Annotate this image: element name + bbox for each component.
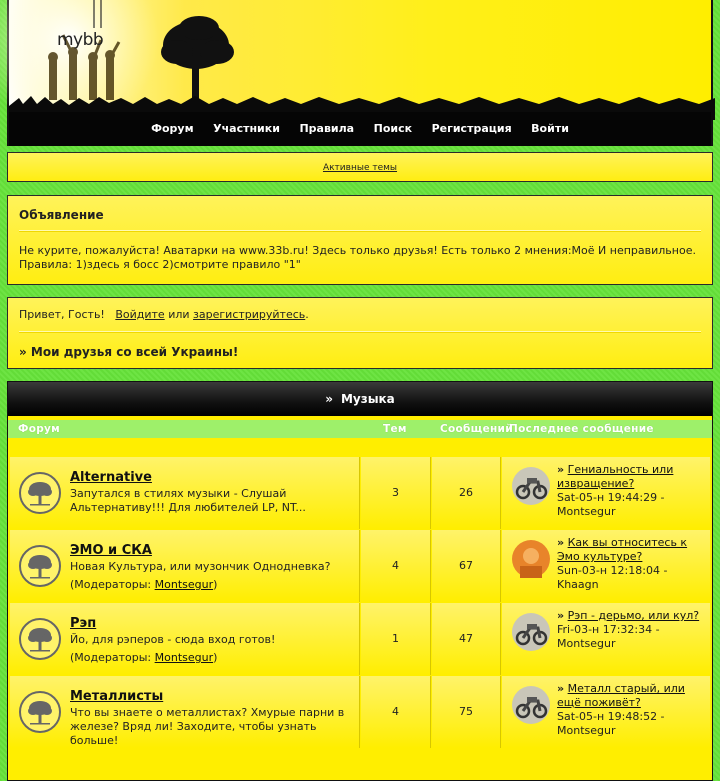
active-topics-bar (7, 152, 713, 182)
last-post-arrow-icon: » (557, 609, 565, 622)
last-post-cell (502, 530, 710, 602)
tree-forum-icon (18, 690, 62, 737)
last-post-info (557, 463, 707, 519)
forum-moderators (70, 651, 350, 665)
forum-desc-text: Запутался в стилях музыки - Слушай Альтернативу!!! Для любителей LP, NT... (70, 487, 306, 514)
logo[interactable]: mybb (57, 30, 104, 50)
forum-desc-text: Йо, для рэперов - сюда вход готов! (70, 633, 276, 646)
announcement-box (7, 195, 713, 285)
topics-count-cell (361, 676, 431, 748)
nav-register[interactable]: Регистрация (431, 122, 512, 135)
mods-label: (Модераторы: (70, 651, 155, 664)
forum-description (70, 706, 350, 748)
last-post-arrow-icon: » (557, 536, 565, 549)
nav-search[interactable]: Поиск (373, 122, 413, 135)
forum-description (70, 487, 350, 515)
posts-count-cell (432, 603, 501, 675)
last-post-cell (502, 676, 710, 748)
posts-count-cell (432, 530, 501, 602)
col-topics: Тем (383, 423, 407, 435)
tree-forum-icon (18, 544, 62, 591)
divider (19, 230, 701, 232)
topics-count: 1 (392, 632, 399, 645)
forum-moderators (70, 578, 350, 592)
nav-login[interactable]: Войти (531, 122, 569, 135)
forum-description (70, 560, 350, 592)
last-post-link[interactable]: Гениальность или извращение? (557, 463, 674, 490)
moto-icon[interactable] (512, 686, 550, 724)
tree-forum-icon (18, 471, 62, 518)
last-post-info (557, 536, 707, 592)
last-post-date: Sat-05-н 19:48:52 - (557, 710, 665, 723)
topics-count: 3 (392, 486, 399, 499)
posts-count: 26 (459, 486, 473, 499)
double-chevron-icon: » (325, 392, 333, 406)
mods-label: (Модераторы: (70, 578, 155, 591)
topics-count-cell (361, 530, 431, 602)
site-header (7, 0, 713, 146)
greeting-text: Привет, Гость! (19, 308, 105, 321)
last-post-date: Fri-03-н 17:32:34 - (557, 623, 660, 636)
announcement-line-1: Не курите, пожалуйста! Аватарки на www.33b.ru! Здесь только друзья! Есть только 2 мнения:Моё И неправильное. (19, 244, 696, 257)
or-text: или (168, 308, 190, 321)
forum-row (8, 676, 712, 748)
mods-end: ) (213, 578, 218, 591)
col-posts: Сообщений (440, 423, 513, 435)
moto-icon[interactable] (512, 613, 550, 651)
last-post-author[interactable]: Montsegur (557, 637, 616, 650)
last-post-author[interactable]: Montsegur (557, 505, 616, 518)
tree-forum-icon (18, 617, 62, 664)
forum-info-cell (10, 676, 360, 748)
last-post-date: Sat-05-н 19:44:29 - (557, 491, 665, 504)
forum-desc-text: Что вы знаете о металлистах? Хмурые парни в железе? Вряд ли! Заходите, чтобы узнать больше! (70, 706, 345, 747)
forum-name-link[interactable]: Рэп (70, 616, 97, 631)
forum-name-link[interactable]: ЭМО и СКА (70, 543, 152, 558)
announcement-line-2: Правила: 1)здесь я босс 2)смотрите правило "1" (19, 258, 301, 271)
col-forum: Форум (18, 423, 61, 435)
category-title: Музыка (340, 392, 395, 406)
divider (19, 331, 701, 333)
last-post-author[interactable]: Montsegur (557, 724, 616, 737)
moto-icon[interactable] (512, 467, 550, 505)
dot-text: . (305, 308, 309, 321)
posts-count: 67 (459, 559, 473, 572)
nav-forum[interactable]: Форум (151, 122, 194, 135)
last-post-link[interactable]: Рэп - дерьмо, или кул? (567, 609, 700, 622)
welcome-box (7, 297, 713, 369)
forum-row (8, 603, 712, 675)
announcement-text (19, 244, 701, 272)
register-link[interactable]: зарегистрируйтесь (193, 308, 306, 321)
last-post-arrow-icon: » (557, 463, 565, 476)
category-music (7, 381, 713, 781)
posts-count: 75 (459, 705, 473, 718)
last-post-arrow-icon: » (557, 682, 565, 695)
forum-desc-text: Новая Культура, или музончик Однодневка? (70, 560, 331, 573)
forum-columns-header (8, 416, 712, 442)
forum-info-cell (10, 530, 360, 602)
posts-count-cell (432, 676, 501, 748)
announcement-title: Объявление (19, 208, 104, 222)
topics-count: 4 (392, 705, 399, 718)
last-post-link[interactable]: Как вы относитесь к Эмо культуре? (557, 536, 688, 563)
last-post-link[interactable]: Металл старый, или ещё поживёт? (557, 682, 685, 709)
mods-end: ) (213, 651, 218, 664)
orange-avatar[interactable] (512, 540, 550, 578)
category-header[interactable] (8, 382, 712, 416)
forum-row (8, 457, 712, 529)
last-post-info (557, 682, 707, 738)
last-post-cell (502, 603, 710, 675)
header-banner-art (9, 0, 715, 120)
forum-name-link[interactable]: Металлисты (70, 689, 164, 704)
last-post-author[interactable]: Khaagn (557, 578, 599, 591)
topics-count-cell (361, 603, 431, 675)
forum-info-cell (10, 457, 360, 529)
forum-name-link[interactable]: Alternative (70, 470, 152, 485)
active-topics-link[interactable]: Активные темы (322, 163, 398, 173)
moderator-link[interactable]: Montsegur (154, 651, 214, 664)
posts-count: 47 (459, 632, 473, 645)
topics-count: 4 (392, 559, 399, 572)
forum-row (8, 530, 712, 602)
forum-description (70, 633, 350, 665)
topics-count-cell (361, 457, 431, 529)
last-post-info (557, 609, 707, 651)
last-post-cell (502, 457, 710, 529)
nav-members[interactable]: Участники (213, 122, 280, 135)
col-last-post: Последнее сообщение (509, 423, 654, 435)
nav-rules[interactable]: Правила (299, 122, 355, 135)
guest-greeting (19, 308, 701, 321)
login-link[interactable]: Войдите (115, 308, 165, 321)
posts-count-cell (432, 457, 501, 529)
forum-info-cell (10, 603, 360, 675)
last-post-date: Sun-03-н 12:18:04 - (557, 564, 668, 577)
main-navbar (9, 112, 711, 146)
board-tagline: » Мои друзья со всей Украины! (19, 345, 239, 359)
moderator-link[interactable]: Montsegur (154, 578, 214, 591)
